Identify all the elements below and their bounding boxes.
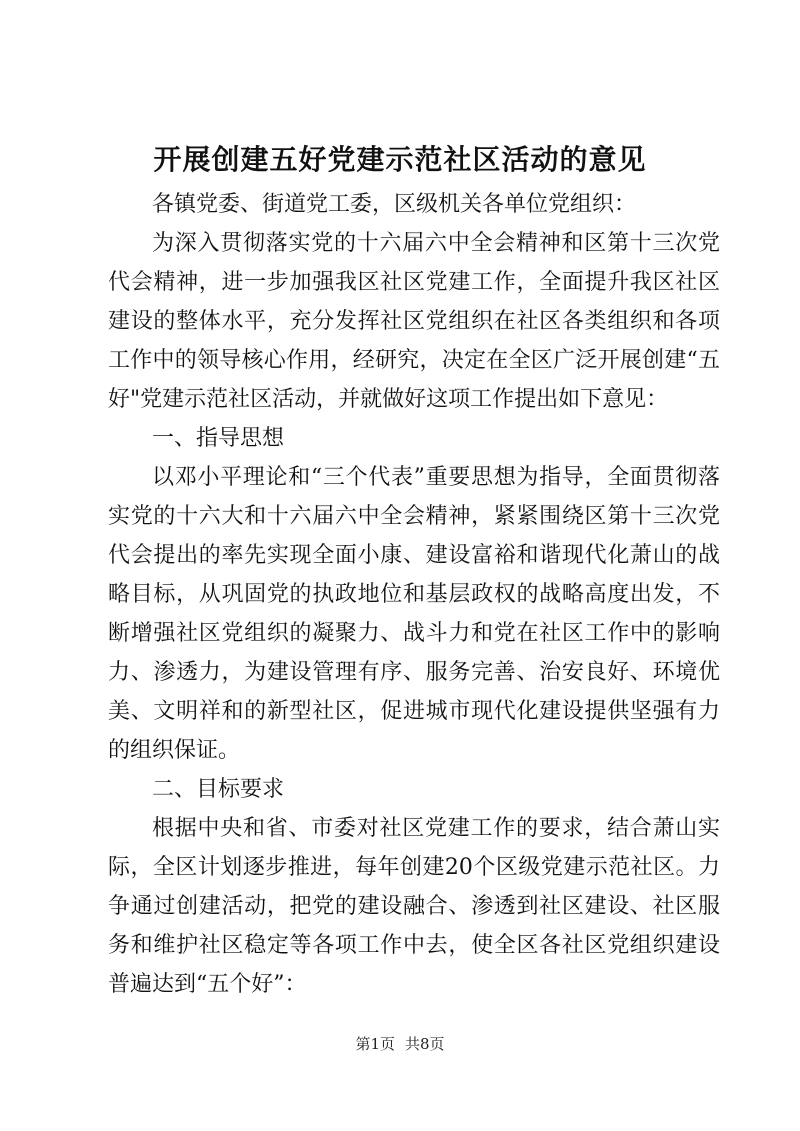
goals-paragraph: 根据中央和省、市委对社区党建工作的要求，结合萧山实际，全区计划逐步推进，每年创建20个区级党建示范社区。力争通过创建活动，把党的建设融合、渗透到社区建设、社区服务和维护社区稳定等各项工作中去，使全区各社区党组织建设普遍达到“五个好”： [108,816,720,997]
page-number: 第1页 [355,1035,395,1053]
guiding-thought-paragraph: 以邓小平理论和“三个代表”重要思想为指导，全面贯彻落实党的十六大和十六届六中全会精神，紧紧围绕区第十三次党代会提出的率先实现全面小康、建设富裕和谐现代化萧山的战略目标，从巩固党的执政地位和基层政权的战略高度出发，不断增强社区党组织的凝聚力、战斗力和党在社区工作中的影响力、渗透力，为建设管理有序、服务完善、治安良好、环境优美、文明祥和的新型社区，促进城市现代化建设提供坚强有力的组织保证。 [108,465,720,763]
page-total: 共8页 [405,1035,445,1053]
intro-paragraph: 为深入贯彻落实党的十六届六中全会精神和区第十三次党代会精神，进一步加强我区社区党建工作，全面提升我区社区建设的整体水平，充分发挥社区党组织在社区各类组织和各项工作中的领导核心作用，经研究，决定在全区广泛开展创建“五好"党建示范社区活动，并就做好这项工作提出如下意见： [108,231,720,412]
section-heading-guiding-thought: 一、指导思想 [152,426,285,451]
section-heading-goals: 二、目标要求 [152,777,285,802]
page-footer [0,1034,800,1054]
salutation: 各镇党委、街道党工委，区级机关各单位党组织： [152,192,637,217]
document-body [108,185,720,1004]
document-title: 开展创建五好党建示范社区活动的意见 [153,143,647,176]
